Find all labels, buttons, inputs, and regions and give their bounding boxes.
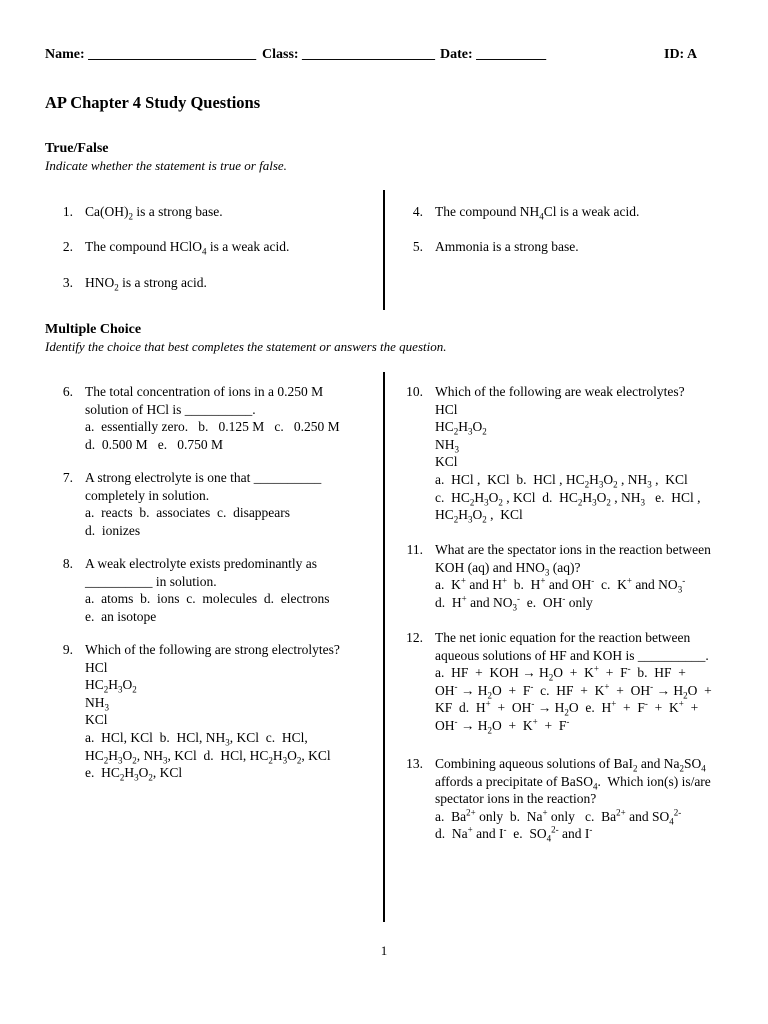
multiple-choice-heading: Multiple Choice xyxy=(45,322,142,337)
multiple-choice-instruction: Identify the choice that best completes the statement or answers the question. xyxy=(45,339,447,354)
header-name-field: Name: ________________________ xyxy=(45,47,257,62)
true-false-heading: True/False xyxy=(45,141,109,156)
header-class-field: Class: ___________________ xyxy=(262,47,436,62)
column-divider xyxy=(383,190,385,310)
page-title: AP Chapter 4 Study Questions xyxy=(45,93,261,112)
page-number: 1 xyxy=(380,943,388,958)
true-false-instruction: Indicate whether the statement is true or false. xyxy=(45,158,287,173)
column-divider xyxy=(383,372,385,922)
header-date-field: Date: __________ xyxy=(440,47,547,62)
header-id: ID: A xyxy=(664,47,698,62)
